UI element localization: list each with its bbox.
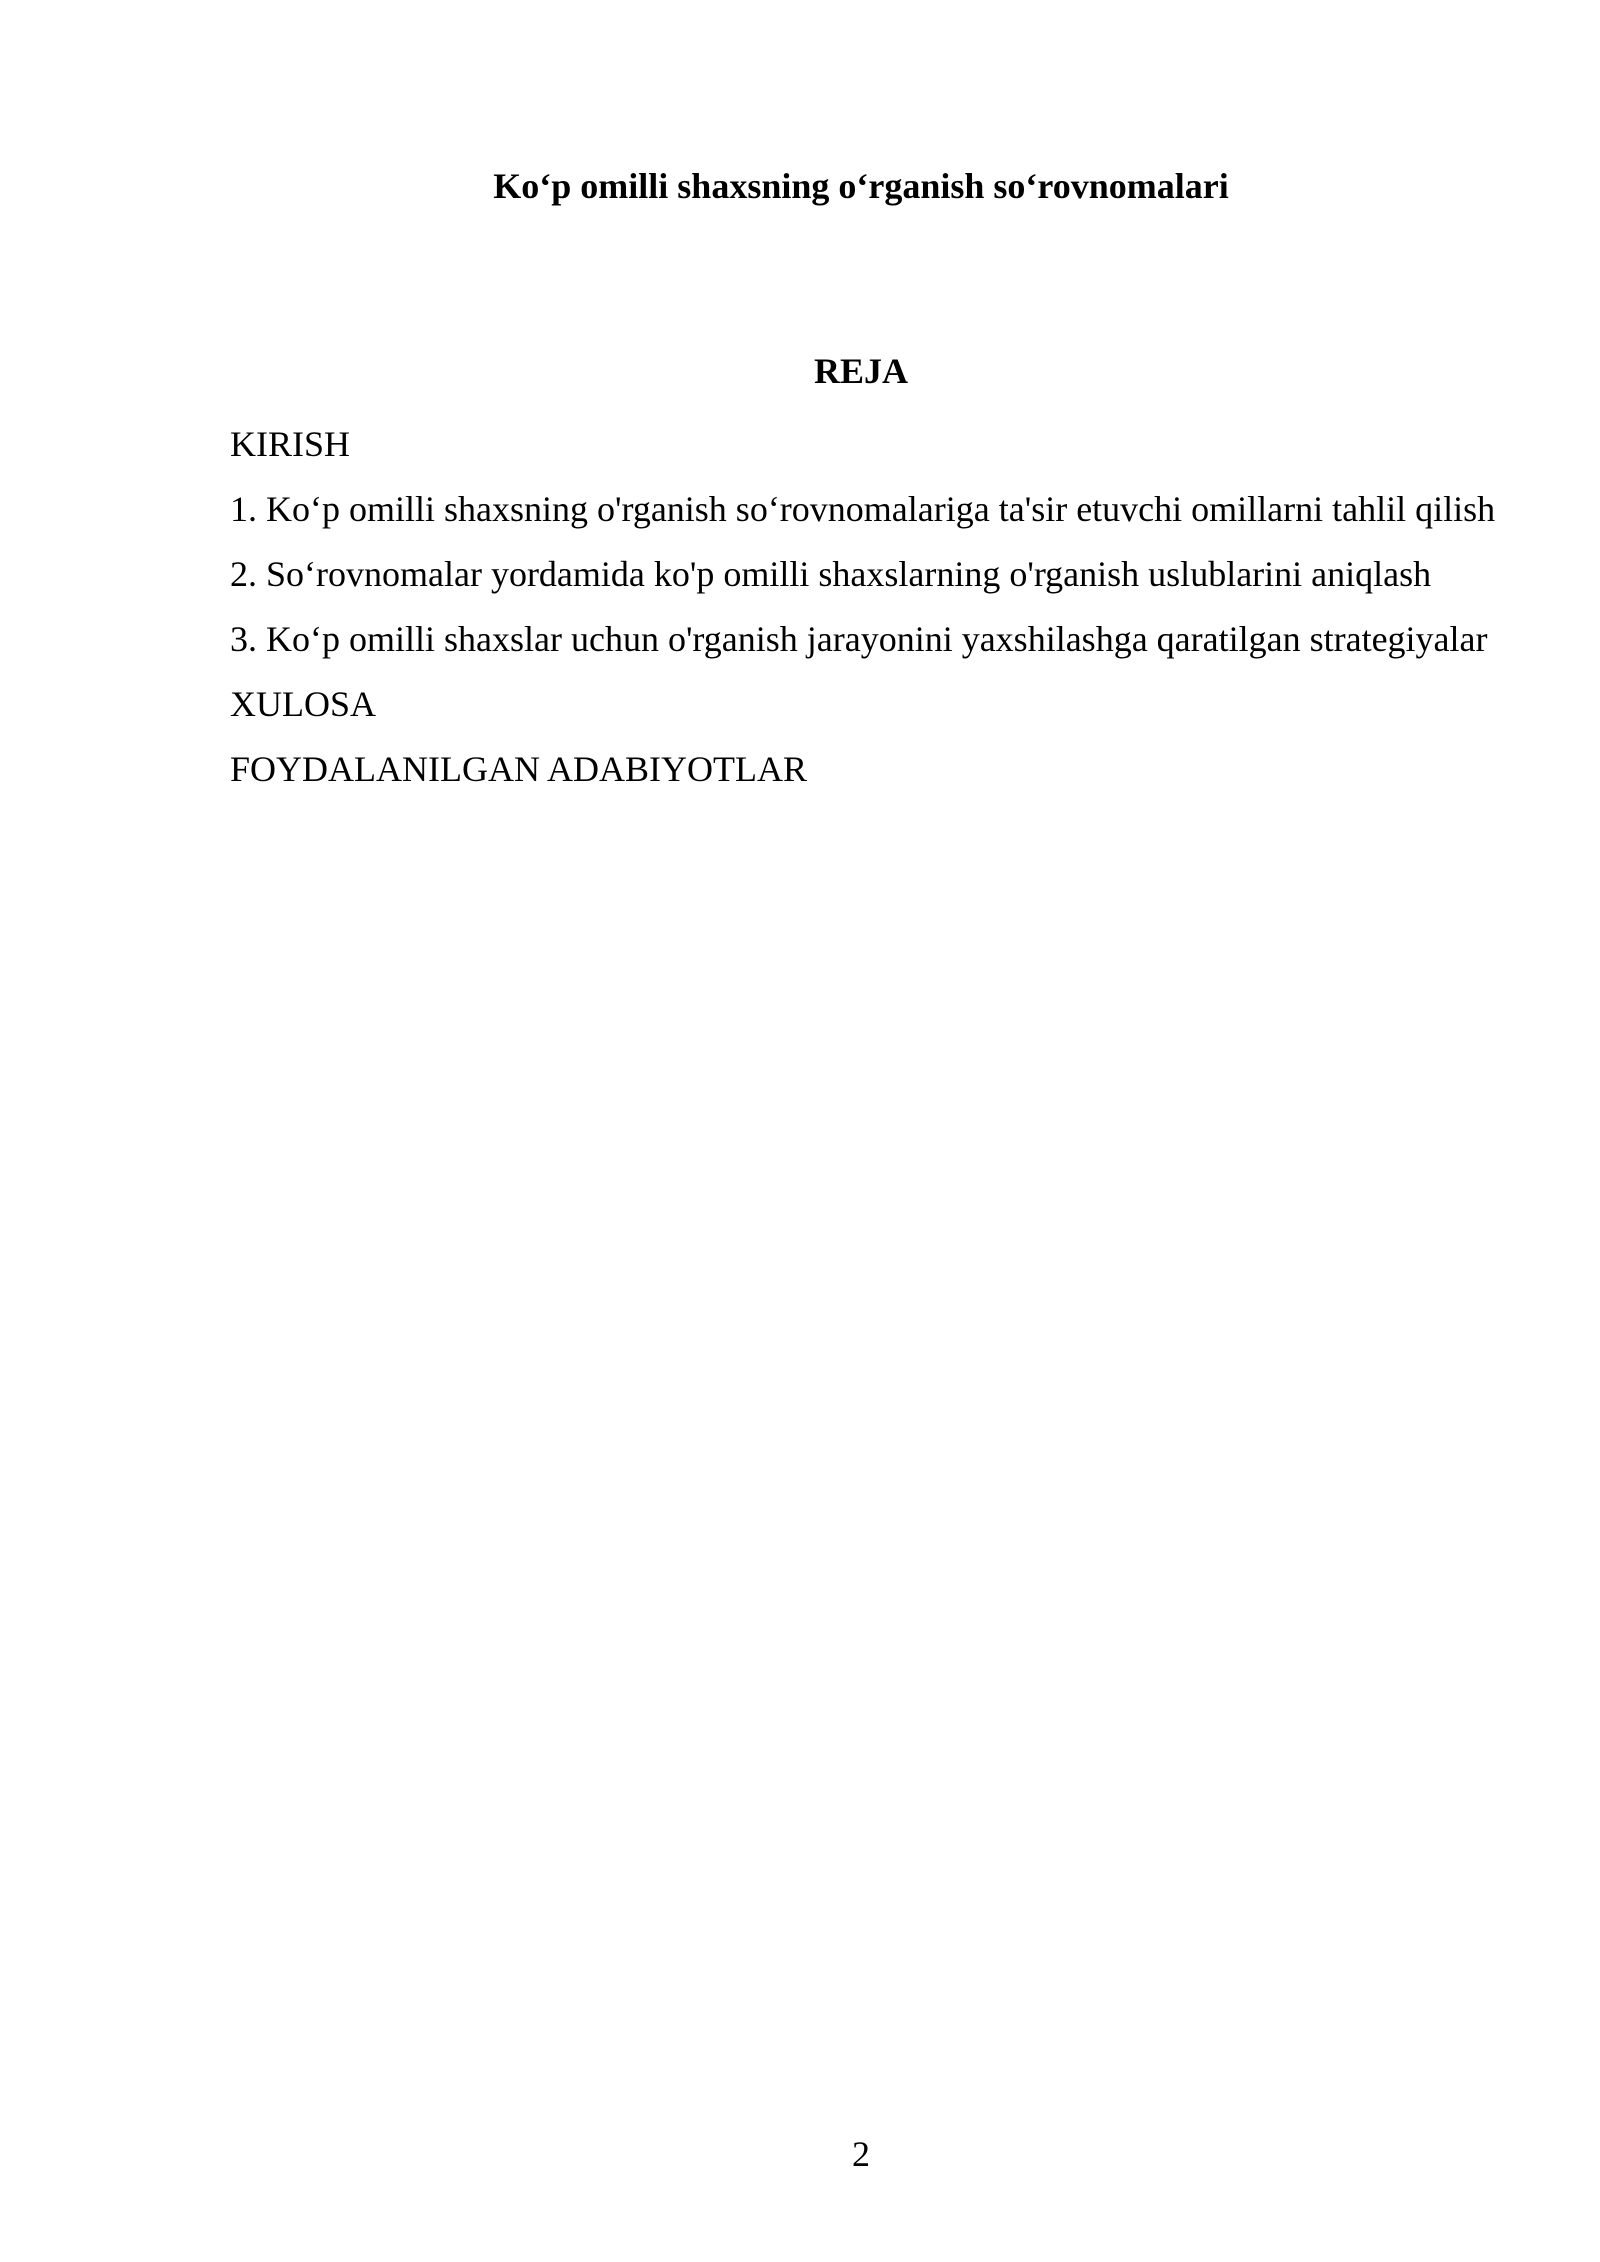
plan-item-2: 2. So‘rovnomalar yordamida ko'p omilli shaxslarning o'rganish uslublarini aniqlash [230, 554, 1432, 594]
plan-item-3: 3. Ko‘p omilli shaxslar uchun o'rganish jarayonini yaxshilashga qaratilgan strategiyalar [230, 619, 1488, 659]
plan-heading: REJA [813, 351, 908, 391]
plan-item-introduction: KIRISH [230, 424, 351, 464]
plan-item-1: 1. Ko‘p omilli shaxsning o'rganish so‘rovnomalariga ta'sir etuvchi omillarni tahlil qilish [230, 489, 1496, 529]
plan-item-conclusion: XULOSA [230, 684, 377, 724]
page-number: 2 [852, 2134, 870, 2174]
plan-list [230, 416, 1520, 806]
document-title: Ko‘p omilli shaxsning o‘rganish so‘rovnomalari [493, 166, 1229, 206]
plan-item-references: FOYDALANILGAN ADABIYOTLAR [230, 749, 807, 789]
